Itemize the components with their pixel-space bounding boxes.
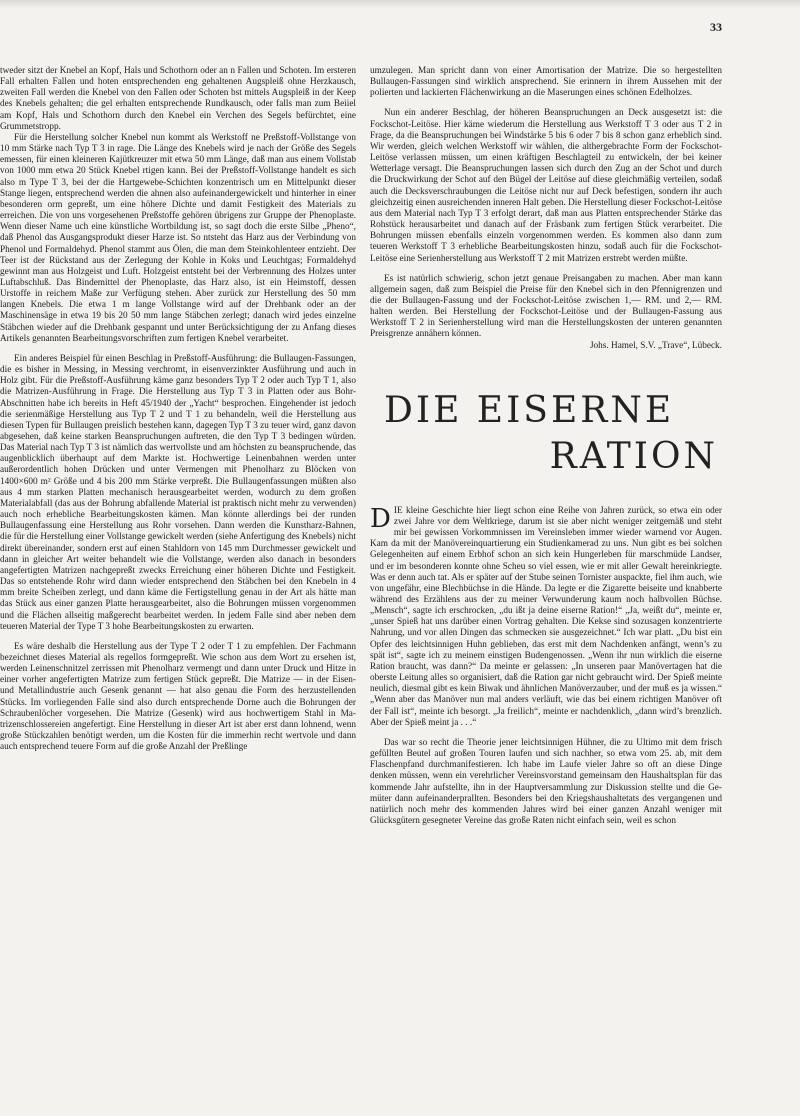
article-title-line-2: RATION bbox=[549, 435, 718, 477]
article-paragraph-2: Das war so recht die Theorie jener leichtsinnigen Hühner, die zu Ultimo mit dem frisch gefüllten Beutel auf großen Touren laufen und sich nachher, so etwa vom 25. ab, mit dem Flaschenpfand durchmanifestieren. Ich habe im Laufe vieler Jahre so oft an diese Dinge denken müssen, wenn ein verehrlicher Vereinsvorstand gemeinsam den Haushaltsplan für das kommende Jahr aufstellte, ihn in der Hauptversammlung zur Diskussion stellte und die Gemüter dann aufeinanderprallten. Besonders bei den Kriegshaushaltetats des vergangenen und natürlich noch mehr des kommenden Jahres wird bei einer ganzen Anzahl weniger mit Glücksgütern gesegneter Vereine das große Raten nicht einfach sein, weil es schon bbox=[370, 737, 722, 826]
drop-cap: D bbox=[370, 503, 391, 534]
left-paragraph-1: tweder sitzt der Knebel an Kopf, Hals und Schothorn oder an n Fallen und Schoten. Im ersteren Fall erhalten Fallen und hoten entsprechenden eng gehaltenen Augspleiß ohne Herzkausch, zweiten Fall werden die Knebel von den Fallen oder Schoten bst mittels Augspleiß in der Keep des Knebels gehalten; die gel erhalten entsprechende Rundkausch, oder falls man zum Beiiel am Kopf, Hals und Schothorn durch den Knebel ein Verchen des Segels befürchtet, eine Grummetstropp. bbox=[0, 66, 356, 132]
left-column bbox=[0, 66, 356, 1106]
article-signature: Johs. Hamel, S.V. „Trave“, Lübeck. bbox=[589, 340, 722, 351]
article-paragraph-1-text: IE kleine Geschichte hier liegt schon eine Reihe von Jahren zurück, so etwa ein oder zwei Jahre vor dem Weltkriege, darum ist sie aber nicht weniger zeitgemäß und steht mir bei gewissen Vorkommnissen im Vereinsleben immer wieder warnend vor Augen. Kam da mit der Manövereinquartierung ein Studienkamerad zu uns. Nun gibt es bei solchen Gelegenheiten auf einem Erbhof schon an sich kein Hungerleben für marschmüde Landser, und er im besonderen konnte ohne Scheu so viel essen, wie er mit aller Gewalt hereinkriegte. Was er denn auch tat. Als er später auf der Stube seinen Tornister auspackte, fiel ihm auch, wie von ungefähr, eine Blechbüchse in die Hände. Da legte er die Zigarette beiseite und knabberte während des Erzählens aus der zu meiner Verwunderung kaum noch halbvollen Büchse. „Mensch“, sagte ich erschrocken, „du ißt ja deine eiserne Ration!“ „Ja, weißt du“, meinte er, „unser Spieß hat uns darüber einen Vortrag gehalten. Die Kekse sind sozusagen konzentrierte Nahrung, und vor allen Dingen das schmecken sie ausgezeichnet.“ Ich war platt. „Du bist ein Opfer des leichtsinnigen Huhn geblieben, das erst mit dem Nachdenken anfängt, wenn’s zu spät ist“, sagte ich zu meinem einstigen Budengenossen. „Wenn ihr nun wirklich die eiserne Ration braucht, was dann?“ Da meinte er gelassen: „In unseren paar Manövertagen hat die oberste Leitung alles so organisiert, daß die Ration gar nicht gebraucht wird. Der Spieß meinte neulich, diesmal gibt es kein Biwak und ähnlichen Manöverzauber, und der muß es ja wissen.“ „Wenn aber das Manöver nun mal anders verläuft, wie das bei einem richtigen Manöver oft der Fall ist“, meinte ich besorgt. „Ja freilich“, meinte er nachdenklich, „dann wird’s brenzlich. Aber der Spieß meint ja . . .“ bbox=[370, 505, 722, 728]
scan-edge bbox=[0, 0, 800, 8]
right-column bbox=[370, 66, 722, 1106]
right-paragraph-2: Nun ein anderer Beschlag, der höheren Beanspruchungen an Deck ausgesetzt ist: die Fockschot-Leitöse. Hier käme wiederum die Herstellung aus Werkstoff T 3 oder aus T 2 in Frage, da die Beanspruchungen bei Windstärke 5 bis 6 oder 7 bis 8 schon ganz erheblich sind. Wir werden, gleich welchen Werkstoff wir wählen, die althergebrachte Form der Fockschot-Leitöse verlassen müssen, um einen kräftigen Beschlagteil zu entwickeln, der bei keiner Wetterlage versagt. Die Beanspruchungen lassen sich durch den Zug an der Schot und durch die Druckwirkung der Schot auf den Bügel der Leitöse auf diese gleichmäßig verteilen, sodaß auch die Decksverschraubungen die Leitöse nicht nur auf Deck befestigen, sondern ihr auch gleichzeitig einen ausreichenden inneren Halt geben. Die Herstellung dieser Fockschot-Leitöse aus dem Material nach Typ T 3 erfolgt derart, daß man aus Platten entsprechender Stärke das Rohstück herausarbeitet und danach auf der Fräsbank zum fertigen Stück verarbeitet. Die Bohrungen müssen ebenfalls einzeln vorgenommen werden. Es kommen also dann zum teueren Werkstoff T 3 erhebliche Bearbeitungskosten hinzu, sodaß auch für die Fockschot-Leitöse eine Serienherstellung aus Werkstoff T 2 mit Matrizen erstrebt werden müßte. bbox=[370, 108, 722, 264]
left-paragraph-4: Es wäre deshalb die Herstellung aus der Type T 2 oder T 1 zu empfehlen. Der Fachmann bezeichnet dieses Material als regellos formgepreßt. Wie schon aus dem Wort zu ersehen ist, werden Leinenschnitzel zerrissen mit Phenolharz vermengt und dann unter Druck und Hitze in einer vorher angefertigten Matrize zum fertigen Stück gepreßt. Die Matrize — in der Eisen- und Metallindustrie auch Gesenk genannt — hat also genau die Form des herzustellenden Stücks. Im vorliegenden Falle sind also durch entsprechende Dorne auch die Bohrungen der Schraubenlöcher vorgesehen. Die Matrize (Gesenk) wird aus hochwertigem Stahl in Matrizenschlossereien angefertigt. Eine Herstellung in dieser Art ist aber erst dann lohnend, wenn große Stückzahlen benötigt werden, um die Kosten für die immerhin recht wertvole und dann auch entsprechend teuere Form auf die große Anzahl der Preßlinge bbox=[0, 641, 356, 753]
left-paragraph-3: Ein anderes Beispiel für einen Beschlag in Preßstoff-Ausführung: die Bullaugen-Fassungen, die es bisher in Messing, in Messing verchromt, in eisenverzinkter Ausführung und auch in Holz gibt. Für die Preßstoff-Ausführung käme ganz besonders Typ T 2 oder auch Typ T 1, also die Matrizen-Ausführung in Frage. Die Herstellung aus Typ T 3 in Platten oder aus Bohr-Abschnitten habe ich bereits in Heft 45/1940 der „Yacht“ besprochen. Eingehender ist jedoch die serienmäßige Herstellung aus Typ T 2 und T 1 zu behandeln, weil die Herstellung aus diesen Typen für Bullaugen preislich bestehen kann, dagegen Typ T 3 zu teuer wird, ganz davon abgesehen, daß keine starken Beanspruchungen auftreten, die den Typ T 3 bedingen würden. Das Material nach Typ T 3 ist nämlich das wertvollste und am höchsten zu beanspruchende, das augenblicklich überhaupt auf dem Markte ist. Hochwertige Leinenbahnen werden unter außerordentlich hohen Drücken und unter Vermengen mit Phenolharz zu Blöcken von 1400×600 m² Größe und 4 bis 200 mm Stärke verpreßt. Die Bullaugenfassungen müßten also aus 4 mm starken Platten mechanisch herausgearbeitet werden, wodurch zu dem großen Materialabfall (das aus der Bohrung abfallende Material ist praktisch nicht mehr zu verwenden) auch noch erhebliche Bearbeitungskosten kämen. Man könnte allerdings bei der runden Bullaugenfassung eine Herstellung aus Rohr vorsehen. Dann werden die Kunstharz-Bahnen, die für die Herstellung einer Vollstange gewickelt werden (siehe Anfertigung des Knebels) nicht direkt übereinander, sondern erst auf einen Stahldorn von 145 mm Durchmesser gewickelt und dann in gleicher Art weiter behandelt wie die Vollstange, werden also danach in besonders angefertigten Matrizen nachgepreßt zwecks Erreichung einer höheren Dichte und Festigkeit. Das so entstehende Rohr wird dann wieder entsprechend den Stäbchen bei den Knebeln in 4 mm breite Scheiben zerlegt, und dann käme die Fertigstellung genau in der Art als hätte man das Stück aus einer ganzen Platte herausgearbeitet, also die Bohrungen müssen vorgenommen und die Flächen allseitig maßgerecht bearbeitet werden. In jedem Falle sind aber neben dem teueren Material der Type T 3 hohe Bearbeitungskosten zu erwarten. bbox=[0, 353, 356, 632]
article-paragraph-1 bbox=[370, 503, 722, 729]
left-paragraph-2: Für die Herstellung solcher Knebel nun kommt als Werkstoff ne Preßstoff-Vollstange von 10 mm Stärke nach Typ T 3 in rage. Die Länge des Knebels wird je nach der Größe des Segels emessen, für einen kleineren Kajütkreuzer mit etwa 50 mm Länge, daß man aus einem Vollstab von 1000 mm etwa 20 Stück Knebel rtigen kann. Bei der Preßstoff-Vollstange handelt es sich also m Type T 3, bei der die Hartgewebe-Schichten konzentrisch um en Mittelpunkt dieser Stange liegen, entsprechend werden die ahnen also aufeinandergewickelt und hinterher in einer besonderen orm gepreßt, um eine höhere Dichte und damit Festigkeit des Materials zu erreichen. Die von uns vorgesehenen Preßstoffe gehören übrigens zur Gruppe der Phenoplaste. Wenn dieser Name uch eine künstliche Wortbildung ist, so sagt doch die erste Silbe „Pheno“, daß Phenol das Ausgangsprodukt dieser Harze ist. So ntsteht das Harz aus der Verbindung von Phenol und Formaldehyd. Phenol stammt aus Ölen, die man dem Steinkohlenteer entzieht. Der Teer ist der Rückstand aus der Zerlegung der Kohle in Koks und Leuchtgas; Formaldehyd gewinnt man aus Holzgeist und Luft. Holzgeist entsteht bei der Verbrennung des Holzes unter Luftabschluß. Das Bindemittel der Phenoplaste, das Harz also, ist ein Heimstoff, dessen Urstoffe in reichem Maße zur Verfügung stehen. Aber zurück zur Herstellung des 50 mm langen Knebels. Die etwa 1 m lange Vollstange wird auf der Drehbank oder an der Maschinensäge in etwa 19 bis 20 50 mm lange Stäbchen zerlegt; danach wird jedes einzelne Stäbchen wieder auf die Drehbank gespannt und unter Berücksichtigung der zu Anfang dieses Artikels genannten Bearbeitungsvorschriften zum fertigen Knebel verarbeitet. bbox=[0, 132, 356, 344]
right-paragraph-1: umzulegen. Man spricht dann von einer Amortisation der Matrize. Die so hergestellten Bullaugen-Fassungen sind wirklich ansprechend. Sie erinnern in ihrem Aussehen mit der polierten und lackierten Flächenwirkung an die Maserungen eines schönen Edelholzes. bbox=[370, 66, 722, 99]
article-title bbox=[370, 388, 722, 480]
page-number: 33 bbox=[710, 20, 722, 34]
right-paragraph-3: Es ist natürlich schwierig, schon jetzt genaue Preisangaben zu machen. Aber man kann allgemein sagen, daß zum Beispiel die Preise für den Knebel sich in den Pfennigrenzen und die der Bullaugen-Fassung und der Fockschot-Leitöse zwischen 1,— RM. und 2,— RM. halten werden. Bei Herstellung der Fockschot-Leitöse und der Bullaugen-Fassung aus Werkstoff T 2 in Serienherstellung wird man die Herstellungskosten der unteren genannten Preisgrenze annähern können. bbox=[370, 273, 722, 340]
article-title-line-1: DIE EISERNE bbox=[384, 389, 675, 431]
